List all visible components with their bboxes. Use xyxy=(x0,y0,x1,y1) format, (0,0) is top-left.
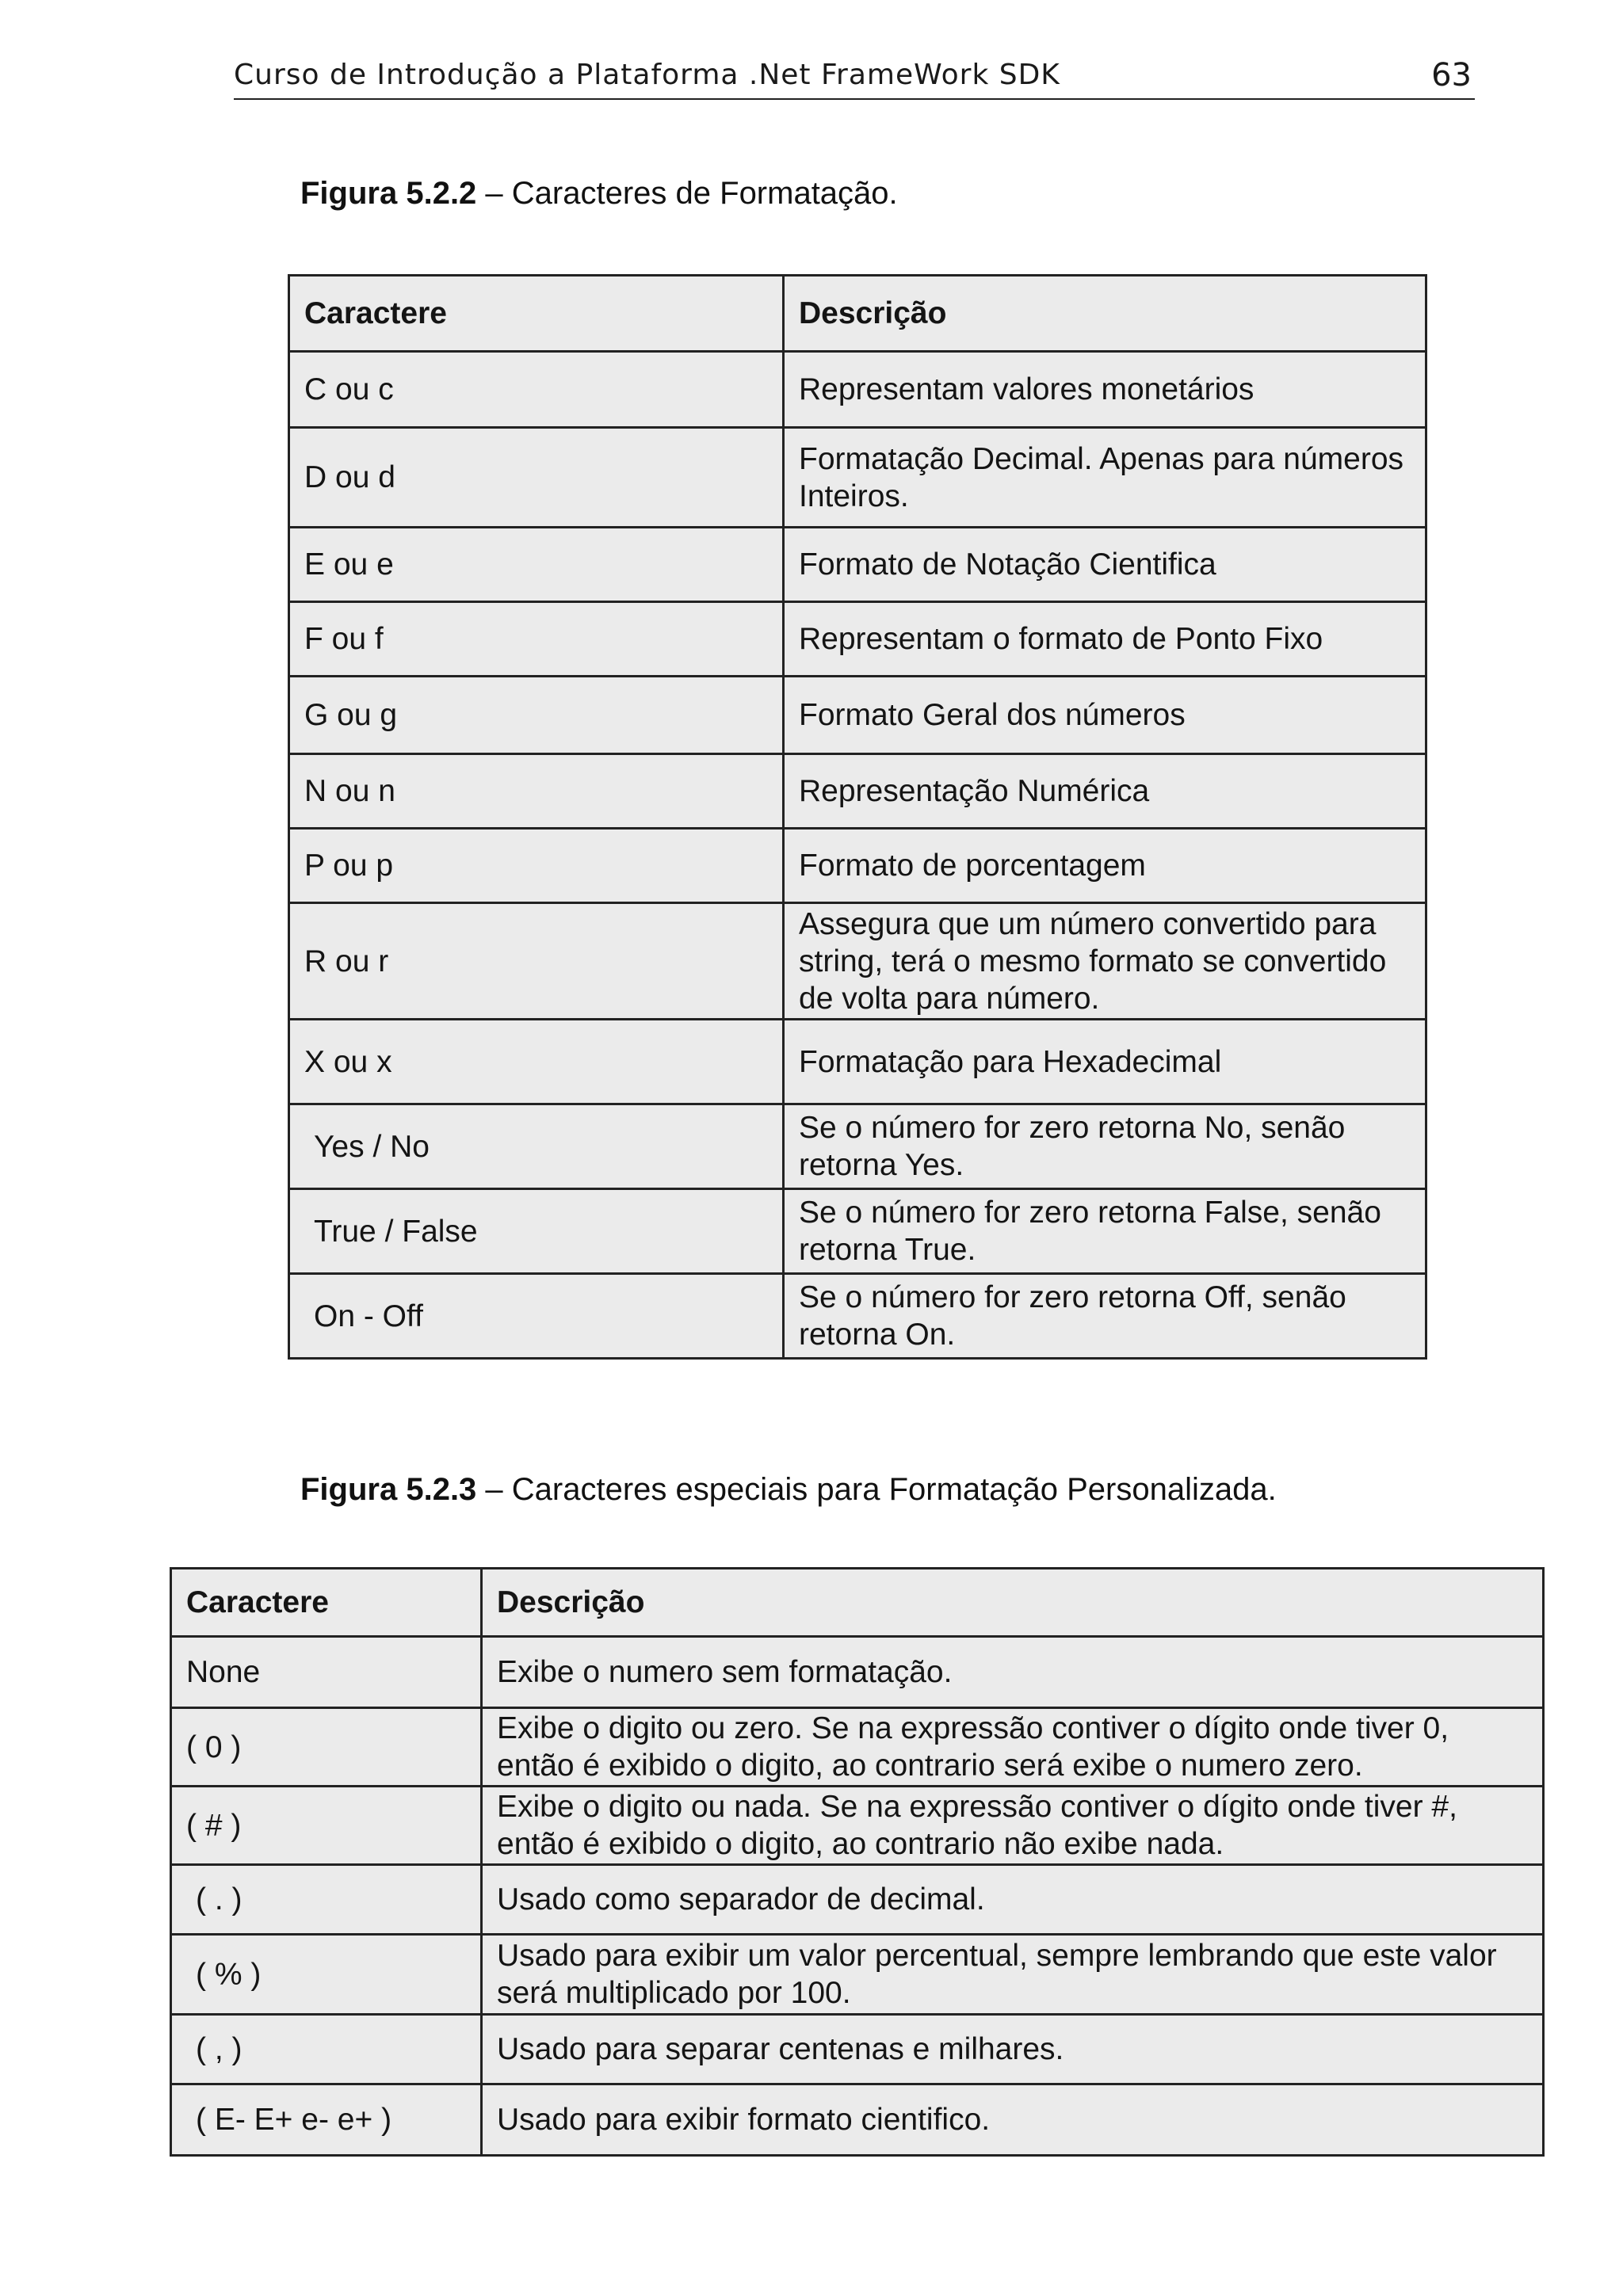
table-row xyxy=(171,1935,1544,2015)
table-row xyxy=(171,1865,1544,1935)
figure-number-2: Figura 5.2.3 xyxy=(300,1472,477,1507)
table-row xyxy=(289,528,1426,602)
table-row xyxy=(171,2084,1544,2156)
figure-number-1: Figura 5.2.2 xyxy=(300,176,477,211)
cell-char: R ou r xyxy=(289,903,784,1020)
format-characters-table xyxy=(288,274,1427,1360)
table-row xyxy=(171,1708,1544,1787)
cell-desc: Formato de Notação Cientifica xyxy=(784,528,1426,602)
table-header-row xyxy=(289,276,1426,352)
column-header-descricao: Descrição xyxy=(784,276,1426,352)
cell-desc: Representam o formato de Ponto Fixo xyxy=(784,602,1426,677)
cell-desc: Usado para exibir formato cientifico. xyxy=(482,2084,1544,2156)
cell-char: G ou g xyxy=(289,677,784,754)
cell-desc: Formato Geral dos números xyxy=(784,677,1426,754)
table-row xyxy=(171,2015,1544,2084)
cell-desc: Usado para exibir um valor percentual, sempre lembrando que este valor será multiplicado por 100. xyxy=(482,1935,1544,2015)
table-row xyxy=(289,903,1426,1020)
page-number: 63 xyxy=(1431,57,1472,93)
table-row xyxy=(289,754,1426,829)
cell-desc: Formato de porcentagem xyxy=(784,829,1426,903)
table-row xyxy=(171,1787,1544,1865)
cell-desc: Formatação para Hexadecimal xyxy=(784,1020,1426,1104)
custom-format-characters-table xyxy=(170,1567,1545,2157)
cell-char: ( , ) xyxy=(171,2015,482,2084)
cell-desc: Assegura que um número convertido para string, terá o mesmo formato se convertido de volta para número. xyxy=(784,903,1426,1020)
cell-desc: Formatação Decimal. Apenas para números Inteiros. xyxy=(784,428,1426,528)
cell-desc: Se o número for zero retorna False, senão retorna True. xyxy=(784,1189,1426,1274)
cell-char: ( # ) xyxy=(171,1787,482,1865)
cell-desc: Usado como separador de decimal. xyxy=(482,1865,1544,1935)
cell-char: X ou x xyxy=(289,1020,784,1104)
cell-char: D ou d xyxy=(289,428,784,528)
page-header xyxy=(234,57,1475,100)
cell-char: None xyxy=(171,1637,482,1708)
table-row xyxy=(289,1020,1426,1104)
cell-desc: Usado para separar centenas e milhares. xyxy=(482,2015,1544,2084)
table-row xyxy=(289,352,1426,428)
table-row xyxy=(289,428,1426,528)
figure-caption-1 xyxy=(300,176,898,212)
cell-char: C ou c xyxy=(289,352,784,428)
column-header-caractere: Caractere xyxy=(289,276,784,352)
table-row xyxy=(289,1189,1426,1274)
table-row xyxy=(289,1104,1426,1189)
header-title: Curso de Introdução a Plataforma .Net FrameWork SDK xyxy=(234,59,1060,91)
table-row xyxy=(171,1637,1544,1708)
cell-char: P ou p xyxy=(289,829,784,903)
column-header-caractere: Caractere xyxy=(171,1569,482,1637)
cell-char: ( . ) xyxy=(171,1865,482,1935)
table-row xyxy=(289,602,1426,677)
cell-char: ( E- E+ e- e+ ) xyxy=(171,2084,482,2156)
figure-caption-text-2: – Caracteres especiais para Formatação Personalizada. xyxy=(476,1472,1277,1507)
column-header-descricao: Descrição xyxy=(482,1569,1544,1637)
cell-desc: Se o número for zero retorna Off, senão retorna On. xyxy=(784,1274,1426,1359)
cell-char: ( 0 ) xyxy=(171,1708,482,1787)
cell-desc: Se o número for zero retorna No, senão retorna Yes. xyxy=(784,1104,1426,1189)
cell-desc: Exibe o numero sem formatação. xyxy=(482,1637,1544,1708)
figure-caption-text-1: – Caracteres de Formatação. xyxy=(476,176,898,211)
table-row xyxy=(289,1274,1426,1359)
cell-desc: Representação Numérica xyxy=(784,754,1426,829)
cell-desc: Exibe o digito ou zero. Se na expressão contiver o dígito onde tiver 0, então é exibido o digito, ao contrario será exibe o numero zero. xyxy=(482,1708,1544,1787)
cell-desc: Exibe o digito ou nada. Se na expressão contiver o dígito onde tiver #, então é exibido o digito, ao contrario não exibe nada. xyxy=(482,1787,1544,1865)
cell-desc: Representam valores monetários xyxy=(784,352,1426,428)
cell-char: E ou e xyxy=(289,528,784,602)
cell-char: On - Off xyxy=(289,1274,784,1359)
table-row xyxy=(289,829,1426,903)
cell-char: Yes / No xyxy=(289,1104,784,1189)
cell-char: ( % ) xyxy=(171,1935,482,2015)
table-header-row xyxy=(171,1569,1544,1637)
cell-char: N ou n xyxy=(289,754,784,829)
table-row xyxy=(289,677,1426,754)
figure-caption-2 xyxy=(300,1472,1277,1508)
cell-char: True / False xyxy=(289,1189,784,1274)
cell-char: F ou f xyxy=(289,602,784,677)
